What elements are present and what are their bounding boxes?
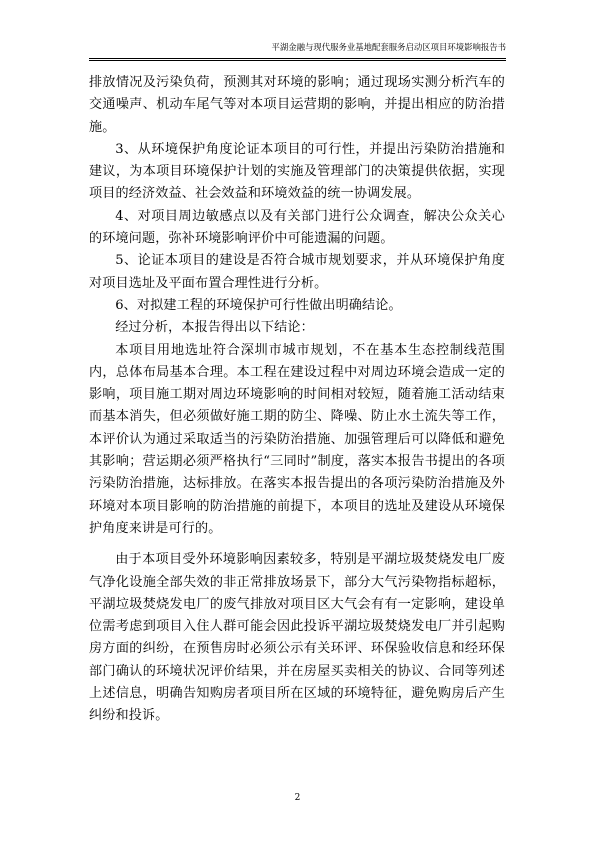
paragraph-external-impact: 由于本项目受外环境影响因素较多，特别是平湖垃圾焚烧发电厂废气净化设施全部失效的非正常排放场景下，部分大气污染物指标超标，平湖垃圾焚烧发电厂的废气排放对项目区大气会有有一定影响，建设单位需考虑到项目入住人群可能会因此投诉平湖垃圾焚烧发电厂并引起购房方面的纠纷，在预售房时必须公示有关环评、环保验收信息和经环保部门确认的环境状况评价结果，并在房屋买卖相关的协议、合同等列述上述信息，明确告知购房者项目所在区域的环境特征，避免购房后产生纠纷和投诉。 [89,552,505,724]
header-rule-thin [89,60,506,61]
header-rule [89,58,506,59]
paragraph-item-4: 4、对项目周边敏感点以及有关部门进行公众调查，解决公众关心的环境问题，弥补环境影响评价中可能遗漏的问题。 [89,208,505,247]
paragraph-item-6: 6、对拟建工程的环境保护可行性做出明确结论。 [115,297,402,313]
paragraph-conclusion-intro: 经过分析，本报告得出以下结论： [115,320,314,336]
paragraph-continuation: 排放情况及污染负荷，预测其对环境的影响；通过现场实测分析汽车的交通噪声、机动车尾气等对本项目运营期的影响，并提出相应的防治措施。 [89,75,505,135]
body-text [89,72,505,728]
paragraph-item-3: 3、从环境保护角度论证本项目的可行性，并提出污染防治措施和建议，为本项目环境保护计划的实施及管理部门的决策提供依据，实现项目的经济效益、社会效益和环境效益的统一协调发展。 [89,141,505,202]
paragraph-item-5: 5、论证本项目的建设是否符合城市规划要求，并从环境保护角度对项目选址及平面布置合理性进行分析。 [89,253,505,291]
paragraph-conclusion: 本项目用地选址符合深圳市城市规划，不在基本生态控制线范围内，总体布局基本合理。本工程在建设过程中对周边环境会造成一定的影响，项目施工期对周边环境影响的时间相对较短，随着施工活动结束而基本消失，但必须做好施工期的防尘、降噪、防止水土流失等工作，本评价认为通过采取适当的污染防治措施、加强管理后可以降低和避免其影响；营运期必须严格执行“三同时”制度，落实本报告书提出的各项污染防治措施，达标排放。在落实本报告提出的各项污染防治措施及外环境对本项目影响的防治措施的前提下，本项目的选址及建设从环境保护角度来讲是可行的。 [89,342,505,536]
page-number: 2 [294,793,301,803]
running-header: 平湖金融与现代服务业基地配套服务启动区项目环境影响报告书 [271,42,506,52]
